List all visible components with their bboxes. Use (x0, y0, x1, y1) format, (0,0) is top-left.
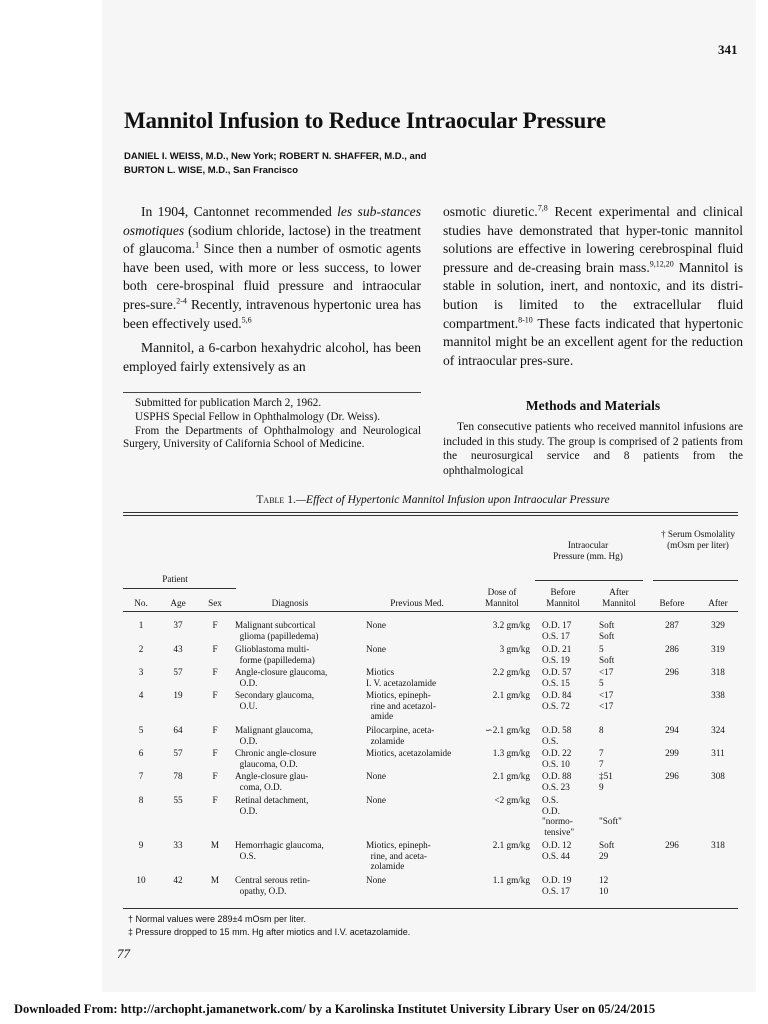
table-cell-no: 9 (138, 840, 144, 850)
table-cell-age: 55 (173, 795, 183, 805)
table-cell-no: 3 (138, 667, 144, 677)
table-cell-dose: 3 gm/kg (499, 644, 530, 654)
header-dose: Dose of Mannitol (485, 587, 519, 608)
header-age: Age (170, 598, 186, 608)
header-iop-before: Before Mannitol (546, 587, 580, 608)
table-cell-diag: Central serous retin- opathy, O.D. (235, 875, 311, 896)
table-cell-ia: Soft Soft (599, 620, 615, 641)
header-serum-after: After (708, 598, 728, 608)
table-caption: Table 1.—Effect of Hypertonic Mannitol Infusion upon Intraocular Pressure (256, 494, 610, 506)
table-cell-no: 2 (138, 644, 144, 654)
table-cell-no: 5 (138, 725, 144, 735)
table-rule-top (123, 512, 738, 513)
table-cell-diag: Chronic angle-closure glaucoma, O.D. (235, 748, 317, 769)
table-cell-prev: Pilocarpine, aceta- zolamide (366, 725, 435, 746)
table-footnote-2: ‡ Pressure dropped to 15 mm. Hg after miotics and I.V. acetazolamide. (128, 927, 411, 937)
table-cell-ia: 7 7 (599, 748, 604, 769)
table-cell-no: 6 (138, 748, 144, 758)
table-cell-sex: F (212, 725, 218, 735)
author-list (124, 150, 684, 178)
header-patient-group: Patient (162, 574, 188, 584)
table-cell-ia: "Soft" (599, 816, 622, 827)
header-sex: Sex (208, 598, 222, 608)
table-cell-sa: 318 (711, 840, 725, 850)
table-cell-sex: F (212, 667, 218, 677)
table-cell-ia: <17 5 (599, 667, 614, 688)
table-cell-ia: ‡51 9 (599, 771, 613, 792)
table-cell-ia: 12 10 (599, 875, 609, 896)
table-cell-prev: None (366, 875, 386, 885)
table-cell-sa: 338 (711, 690, 725, 700)
table-cell-sb: 299 (665, 748, 679, 758)
table-cell-prev: Miotics, acetazolamide (366, 748, 452, 758)
table-cell-ia: <17 <17 (599, 690, 614, 711)
table-cell-prev: None (366, 620, 386, 630)
table-cell-ib: O.D. 22 O.S. 10 (542, 748, 572, 769)
table-cell-age: 57 (173, 748, 183, 758)
table-cell-no: 4 (138, 690, 144, 700)
table-cell-ia: Soft 29 (599, 840, 615, 861)
table-header-rule (123, 611, 738, 612)
table-cell-dose: 2.1 gm/kg (492, 771, 530, 781)
table-cell-dose: 2.1 gm/kg (492, 840, 530, 850)
table-cell-prev: None (366, 795, 386, 805)
table-cell-ib: O.D. 84 O.S. 72 (542, 690, 572, 711)
section-heading: Methods and Materials (525, 398, 661, 413)
table-cell-age: 64 (173, 725, 183, 735)
header-previous-med: Previous Med. (390, 598, 444, 608)
table-cell-diag: Angle-closure glaucoma, O.D. (235, 667, 328, 688)
table-cell-age: 19 (173, 690, 183, 700)
table-cell-age: 78 (173, 771, 183, 781)
table-cell-diag: Angle-closure glau- coma, O.D. (235, 771, 309, 792)
table-cell-sa: 308 (711, 771, 725, 781)
header-no: No. (134, 598, 148, 608)
table-cell-ib: O.D. 57 O.S. 15 (542, 667, 572, 688)
table-cell-sex: F (212, 620, 218, 630)
table-cell-sb: 294 (665, 725, 679, 735)
journal-page-number: 77 (117, 946, 130, 961)
footnote-submitted: Submitted for publication March 2, 1962. (135, 397, 322, 409)
table-cell-sa: 329 (711, 620, 725, 630)
header-iop-group: Intraocular Pressure (mm. Hg) (553, 540, 623, 561)
intro-paragraph-1: In 1904, Cantonnet recommended les sub-stances osmotiques (sodium chloride, lactose) in the treatment of glaucoma.$^1$ Since then a number of osmotic agents have been used, with more or less success, to lower both cere-brospinal fluid pressure and intraocular pres-sure.$^{2-4}$ Recently, intravenous hypertonic urea has been effectively used.$^{5,6}$ (123, 204, 421, 331)
table-cell-dose: 2.1 gm/kg (492, 690, 530, 700)
table-cell-no: 8 (138, 795, 144, 805)
table-cell-sex: F (212, 748, 218, 758)
table-cell-sb: 286 (665, 644, 679, 654)
table-cell-ib: O.D. 12 O.S. 44 (542, 840, 572, 861)
table-cell-sex: F (212, 644, 218, 654)
table-cell-no: 10 (136, 875, 146, 885)
article-title: Mannitol Infusion to Reduce Intraocular Pressure (124, 108, 606, 133)
table-cell-dose: 1.3 gm/kg (492, 748, 530, 758)
download-notice: Downloaded From: http://archopht.jamanetwork.com/ by a Karolinska Institutet University Library User on 05/24/2015 (14, 1002, 656, 1016)
table-cell-sex: F (212, 771, 218, 781)
author-line-1: DANIEL I. WEISS, M.D., New York; ROBERT N. SHAFFER, M.D., and (124, 151, 427, 162)
table-cell-age: 33 (173, 840, 183, 850)
left-column (123, 203, 421, 376)
table-cell-sa: 311 (711, 748, 725, 758)
table-cell-dose: <2 gm/kg (494, 795, 530, 805)
table-cell-prev: None (366, 771, 386, 781)
intro-paragraph-2: Mannitol, a 6-carbon hexahydric alcohol, has been employed fairly extensively as an (123, 340, 421, 374)
footnote-fellow: USPHS Special Fellow in Ophthalmology (Dr. Weiss). (135, 410, 381, 423)
table-cell-sex: F (212, 690, 218, 700)
table-cell-ia: 8 (599, 725, 604, 735)
table-cell-diag: Hemorrhagic glaucoma, O.S. (235, 840, 324, 861)
table-cell-ib: O.D. 88 O.S. 23 (542, 771, 572, 792)
table-cell-ia: 5 Soft (599, 644, 615, 665)
table-cell-prev: None (366, 644, 386, 654)
table-cell-no: 7 (138, 771, 144, 781)
table-cell-dose: 1.1 gm/kg (492, 875, 530, 885)
table-cell-age: 57 (173, 667, 183, 677)
footnote-departments: From the Departments of Ophthalmology and Neurological Surgery, University of California School of Medicine. (123, 424, 421, 451)
table-cell-sex: M (210, 840, 220, 850)
author-line-2: BURTON L. WISE, M.D., San Francisco (124, 165, 299, 176)
table-cell-sa: 324 (711, 725, 725, 735)
table-cell-ib: O.D. 19 O.S. 17 (542, 875, 572, 896)
table-cell-sex: M (210, 875, 220, 885)
table-cell-prev: Miotics, epineph- rine and acetazol- amide (366, 690, 436, 722)
table-cell-age: 37 (173, 620, 183, 630)
header-serum-before: Before (659, 598, 685, 608)
rule-iop (535, 580, 643, 581)
table-cell-dose: 2.2 gm/kg (492, 667, 530, 677)
table-cell-sa: 318 (711, 667, 725, 677)
table-cell-diag: Glioblastoma multi- forme (papilledema) (235, 644, 315, 665)
table-cell-sb: 296 (665, 840, 679, 850)
table-cell-sa: 319 (711, 644, 725, 654)
table-footnote-1: † Normal values were 289±4 mOsm per liter. (128, 914, 307, 924)
table-cell-ib: O.D. 17 O.S. 17 (542, 620, 572, 641)
page-number: 341 (718, 42, 738, 57)
table-cell-prev: Miotics I. V. acetazolamide (366, 667, 437, 688)
table-rule-top-2 (123, 515, 738, 516)
table-cell-dose: 3.2 gm/kg (492, 620, 530, 630)
table-cell-sb: 296 (665, 771, 679, 781)
table-cell-diag: Secondary glaucoma, O.U. (235, 690, 315, 711)
table-cell-no: 1 (138, 620, 144, 630)
rule-serum (653, 580, 738, 581)
table-cell-ib: O.D. 21 O.S. 19 (542, 644, 572, 665)
header-diagnosis: Diagnosis (271, 598, 309, 608)
table-cell-dose: ∽2.1 gm/kg (485, 725, 530, 735)
table-cell-ib: O.S. O.D. "normo- tensive" (542, 795, 575, 837)
table-rule-bottom (123, 908, 738, 909)
rule-patient (123, 588, 236, 589)
table-cell-diag: Malignant subcortical glioma (papilledema) (235, 620, 319, 641)
footnotes (123, 392, 421, 452)
table-cell-ib: O.D. 58 O.S. (542, 725, 572, 746)
table-cell-prev: Miotics, epineph- rine, and aceta- zolamide (366, 840, 431, 872)
table-cell-sex: F (212, 795, 218, 805)
table-cell-sb: 287 (665, 620, 679, 630)
header-iop-after: After Mannitol (602, 587, 636, 608)
table-cell-age: 43 (173, 644, 183, 654)
table-cell-sb: 296 (665, 667, 679, 677)
table-cell-diag: Malignant glaucoma, O.D. (235, 725, 314, 746)
header-serum-group: † Serum Osmolality (mOsm per liter) (660, 529, 735, 550)
methods-text: Ten consecutive patients who received mannitol infusions are included in this study. The group is comprised of 2 patients from the neurosurgical service and 8 patients from the ophthalmological (443, 421, 743, 477)
table-cell-diag: Retinal detachment, O.D. (235, 795, 309, 816)
right-paragraph: osmotic diuretic.$^{7,8}$ Recent experimental and clinical studies have demonstrated that hyper-tonic mannitol solutions are effective in lowering cerebrospinal fluid pressure and de-creasing brain mass.$^{9,12,20}$ Mannitol is stable in solution, inert, and nontoxic, and its distri-bution is limited to the extracellular fluid compartment.$^{8-10}$ These facts indicated that hypertonic mannitol might be an excellent agent for the reduction of intraocular pres-sure. (443, 203, 743, 368)
table-cell-age: 42 (173, 875, 183, 885)
right-column (443, 203, 743, 370)
